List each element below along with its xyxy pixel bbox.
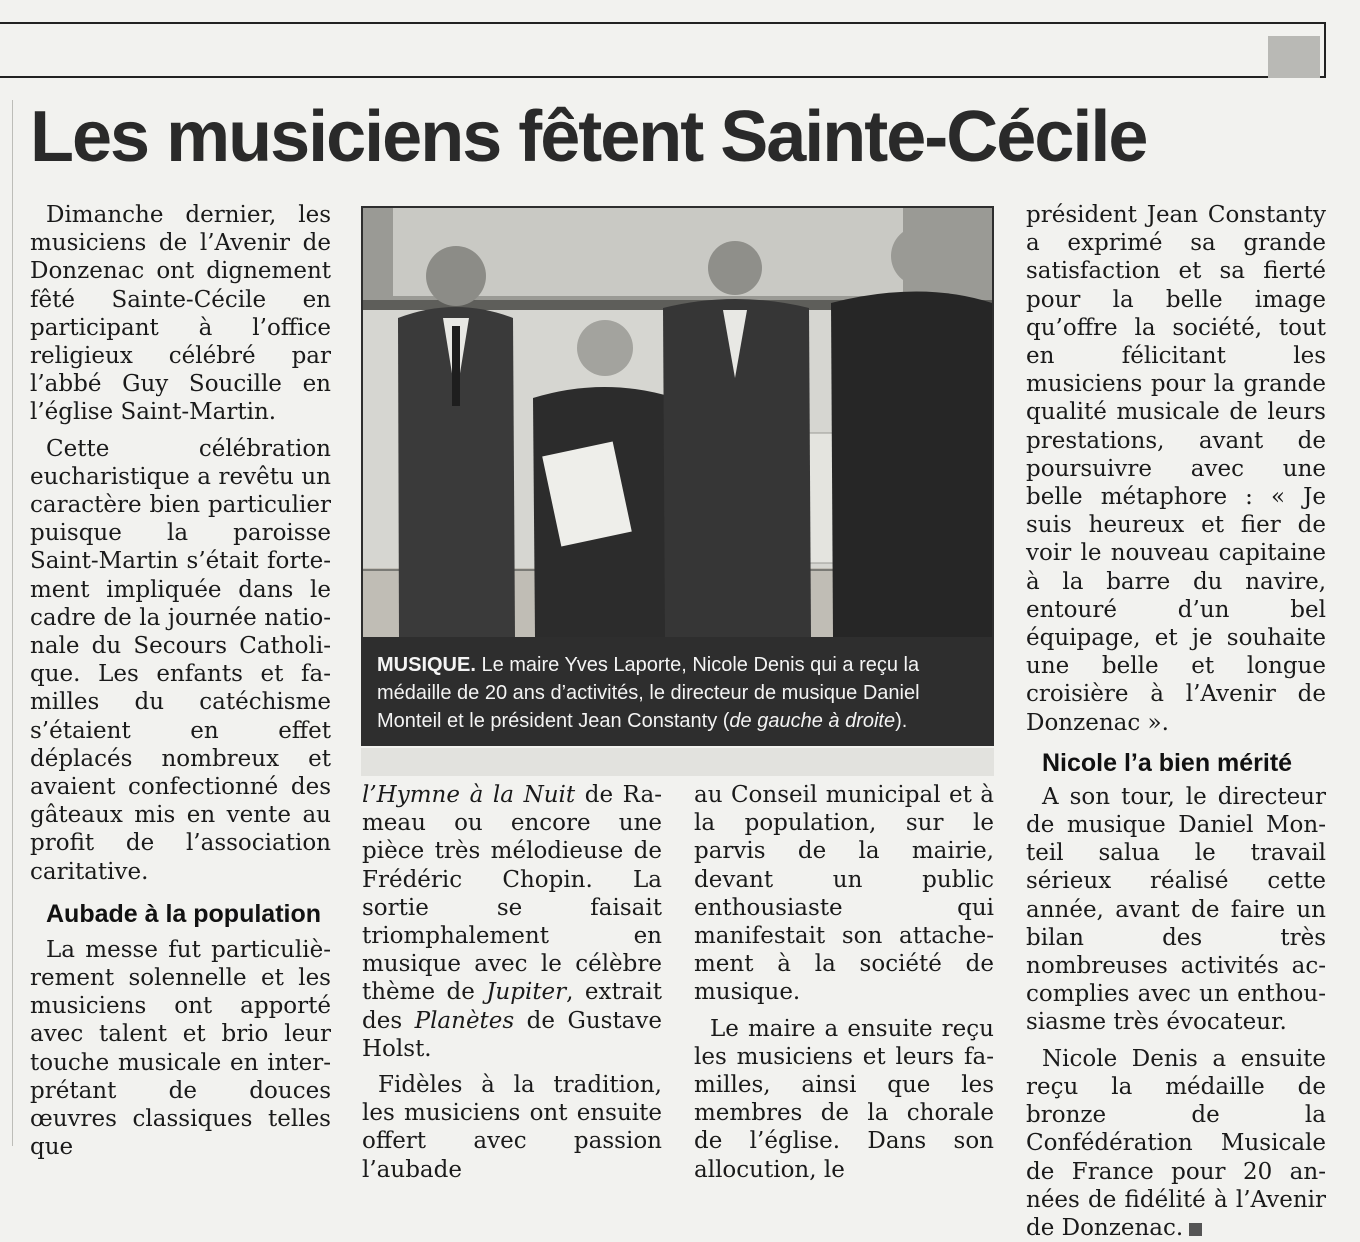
photo-illustration <box>363 208 992 637</box>
text-column-3 <box>694 781 994 1184</box>
group-photo <box>363 208 992 637</box>
paragraph-final <box>1026 1045 1326 1242</box>
caption-kicker: MUSIQUE. <box>377 654 476 676</box>
text-run: de Gustave Holst. <box>362 1007 663 1062</box>
caption-text-end: ). <box>895 710 908 732</box>
article-headline: Les musiciens fêtent Sainte-Cécile <box>30 97 1147 177</box>
text-run: de Rameau ou encore une pièce très mélodieuse de Frédéric Chopin. La sortie se faisait triomphalement en musique avec le célèbre thème de <box>362 782 663 1006</box>
paragraph: président Jean Constanty a exprimé sa grande satisfaction et sa fierté pour la belle image qu’offre la société, tout en félicitant les musiciens pour la grande qualité musicale de leurs prestations, avant de poursuivre avec une belle métaphore : « Je suis heureux et fier de voir le nouveau capitaine à la barre du navire, entouré d’un bel équipage, et je souhaite une belle et longue croisière à l’Avenir de Donzenac ». <box>1026 202 1326 736</box>
photo-with-caption <box>361 206 994 746</box>
paragraph <box>362 781 662 1063</box>
text-column-2 <box>362 781 662 1184</box>
paragraph: La messe fut particulièrement solennelle et les musiciens ont apporté avec talent et brio leur touche musicale en interprétant de douces œuvres classiques telles que <box>30 936 331 1161</box>
end-mark-icon <box>1189 1223 1202 1236</box>
paragraph: Cette célébration eucharistique a revêtu un caractère bien particulier puisque la paroisse Saint-Martin s’était fortement impliquée dans le cadre de la journée nationale du Secours Catholique. Les enfants et familles du catéchisme s’étaient en effet déplacés nombreux et avaient confectionné des gâteaux mis en vente au profit de l’association caritative. <box>30 435 331 885</box>
text-column-4 <box>1026 201 1326 1242</box>
paragraph: Le maire a ensuite reçu les musiciens et leurs familles, ainsi que les membres de la chorale de l’église. Dans son allocution, le <box>694 1015 994 1183</box>
section-header-band <box>0 22 1326 78</box>
section-logo-block <box>1268 36 1320 78</box>
text-run: Nicole Denis a ensuite reçu la médaille de bronze de la Confédération Musicale de France pour 20 années de fidélité à l’Avenir de Donzenac. <box>1026 1045 1326 1241</box>
photo-caption <box>377 651 977 735</box>
italic-title: l’Hymne à la Nuit <box>362 782 576 808</box>
paragraph: A son tour, le directeur de musique Daniel Monteil salua le travail sérieux réalisé cette année, avant de faire un bilan des très nombreuses activités accomplies avec un enthousiasme très évocateur. <box>1026 783 1326 1036</box>
italic-title: Planètes <box>414 1007 515 1034</box>
subheading-nicole: Nicole l’a bien mérité <box>1042 748 1293 777</box>
italic-title: Jupiter <box>486 979 567 1006</box>
column-rule <box>12 100 13 1146</box>
text-run: , extrait des <box>362 979 662 1034</box>
paragraph: au Conseil municipal et à la population, sur le parvis de la mairie, devant un public enthousiaste qui manifestait son attachement à la société de musique. <box>694 782 994 1006</box>
text-column-1 <box>30 201 331 1162</box>
caption-text: Le maire Yves Laporte, Nicole Denis qui a reçu la médaille de 20 ans d’activités, le directeur de musique Daniel Monteil et le président Jean Constanty ( <box>377 654 920 732</box>
bleed-through-text <box>30 0 670 20</box>
bleed-through-strip <box>361 748 994 776</box>
paragraph: Dimanche dernier, les musiciens de l’Avenir de Donzenac ont dignement fêté Sainte-Cécile en participant à l’office religieux célébré par l’abbé Guy Soucille en l’église Saint-Martin. <box>30 202 331 426</box>
subheading-aubade: Aubade à la population <box>46 899 322 928</box>
paragraph: Fidèles à la tradition, les musiciens ont ensuite offert avec passion l’aubade <box>362 1072 662 1183</box>
caption-italic: de gauche à droite <box>729 710 896 732</box>
